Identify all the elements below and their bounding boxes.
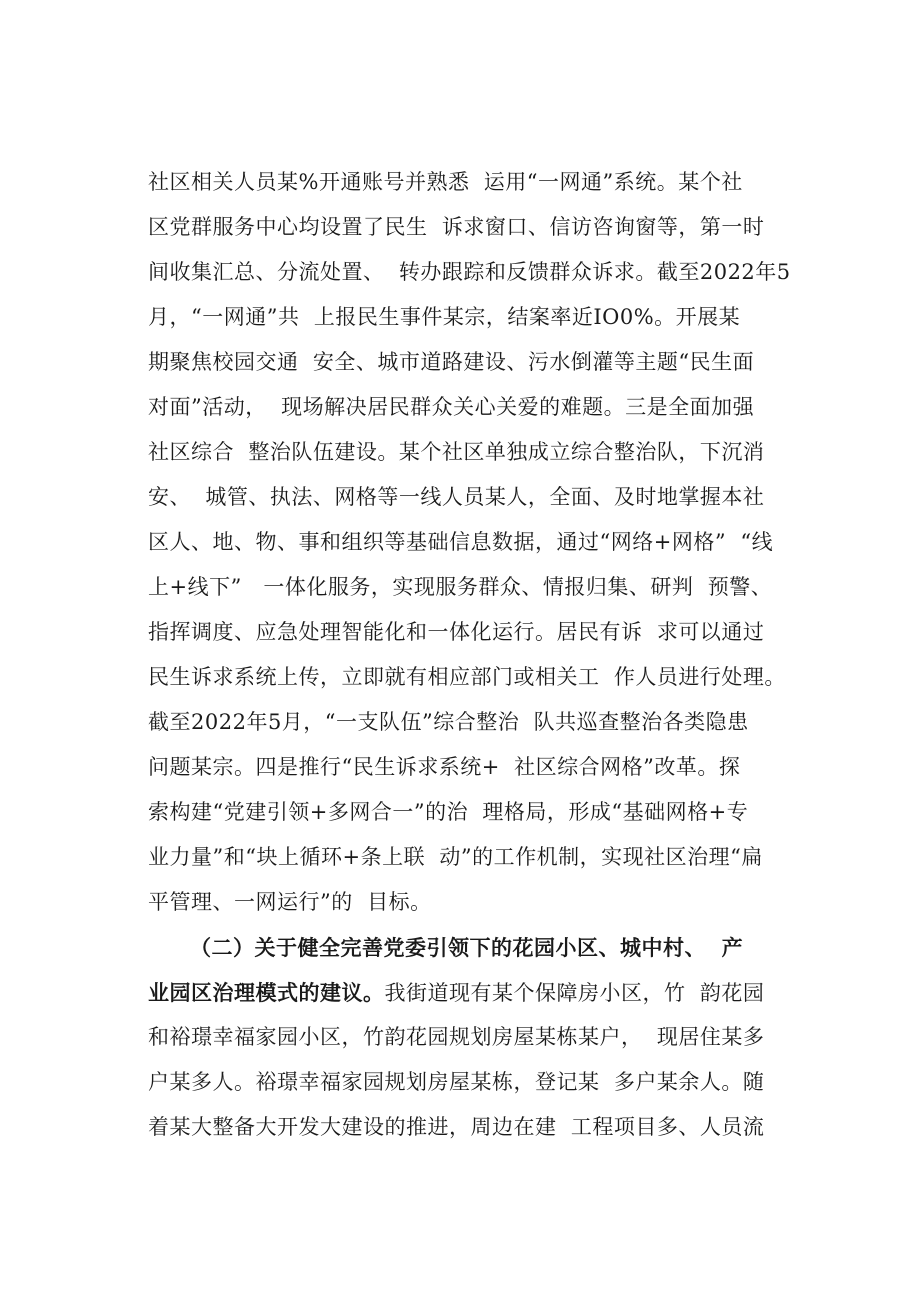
paragraph-line: 社区综合 整治队伍建设。某个社区单独成立综合整治队，下沉消 <box>148 440 765 464</box>
paragraph-line: 上+线下” 一体化服务，实现服务群众、情报归集、研判 预警、 <box>148 575 773 599</box>
paragraph-line: 社区相关人员某%开通账号并熟悉 运用“一网通”系统。某个社 <box>148 170 743 194</box>
paragraph-line: 安、 城管、执法、网格等一线人员某人，全面、及时地掌握本社 <box>148 485 765 509</box>
paragraph-line: 截至2022年5月，“一支队伍”综合整治 队共巡查整治各类隐患 <box>148 710 749 734</box>
paragraph-line: 区人、地、物、事和组织等基础信息数据，通过“网络+网格” “线 <box>148 530 774 554</box>
paragraph-line: 期聚焦校园交通 安全、城市道路建设、污水倒灌等主题“民生面 <box>148 350 755 374</box>
paragraph-line: 着某大整备大开发大建设的推进，周边在建 工程项目多、人员流 <box>148 1115 765 1139</box>
section-heading: （二）关于健全完善党委引领下的花园小区、城中村、 产 <box>190 935 744 960</box>
paragraph-line: 区党群服务中心均设置了民生 诉求窗口、信访咨询窗等，第一时 <box>148 215 765 239</box>
paragraph-line: 指挥调度、应急处理智能化和一体化运行。居民有诉 求可以通过 <box>148 620 765 644</box>
paragraph-line: 业力量”和“块上循环+条上联 动”的工作机制，实现社区治理“扁 <box>148 845 763 869</box>
paragraph-line: 间收集汇总、分流处置、 转办跟踪和反馈群众诉求。截至2022年5 <box>148 260 791 284</box>
paragraph-line: 月，“一网通”共 上报民生事件某宗，结案率近IO0%。开展某 <box>148 305 741 329</box>
paragraph-line: 问题某宗。四是推行“民生诉求系统+ 社区综合网格”改革。探 <box>148 755 741 779</box>
paragraph-line: 户某多人。裕璟幸福家园规划房屋某栋，登记某 多户某余人。随 <box>148 1070 765 1094</box>
paragraph-line: 平管理、一网运行”的 目标。 <box>148 890 432 914</box>
section-heading-tail: 业园区治理模式的建议。 <box>148 980 385 1005</box>
section-heading-continuation <box>148 970 808 1015</box>
paragraph-line: 民生诉求系统上传，立即就有相应部门或相关工 作人员进行处理。 <box>148 665 786 689</box>
paragraph-line: 索构建“党建引领+多网合一”的治 理格局，形成“基础网格+专 <box>148 800 749 824</box>
paragraph-line: 和裕璟幸福家园小区，竹韵花园规划房屋某栋某户， 现居住某多 <box>148 1025 765 1049</box>
paragraph-line: 对面”活动， 现场解决居民群众关心关爱的难题。三是全面加强 <box>148 395 755 419</box>
document-body <box>148 160 808 1150</box>
section-text: 我街道现有某个保障房小区，竹 韵花园 <box>384 981 765 1005</box>
